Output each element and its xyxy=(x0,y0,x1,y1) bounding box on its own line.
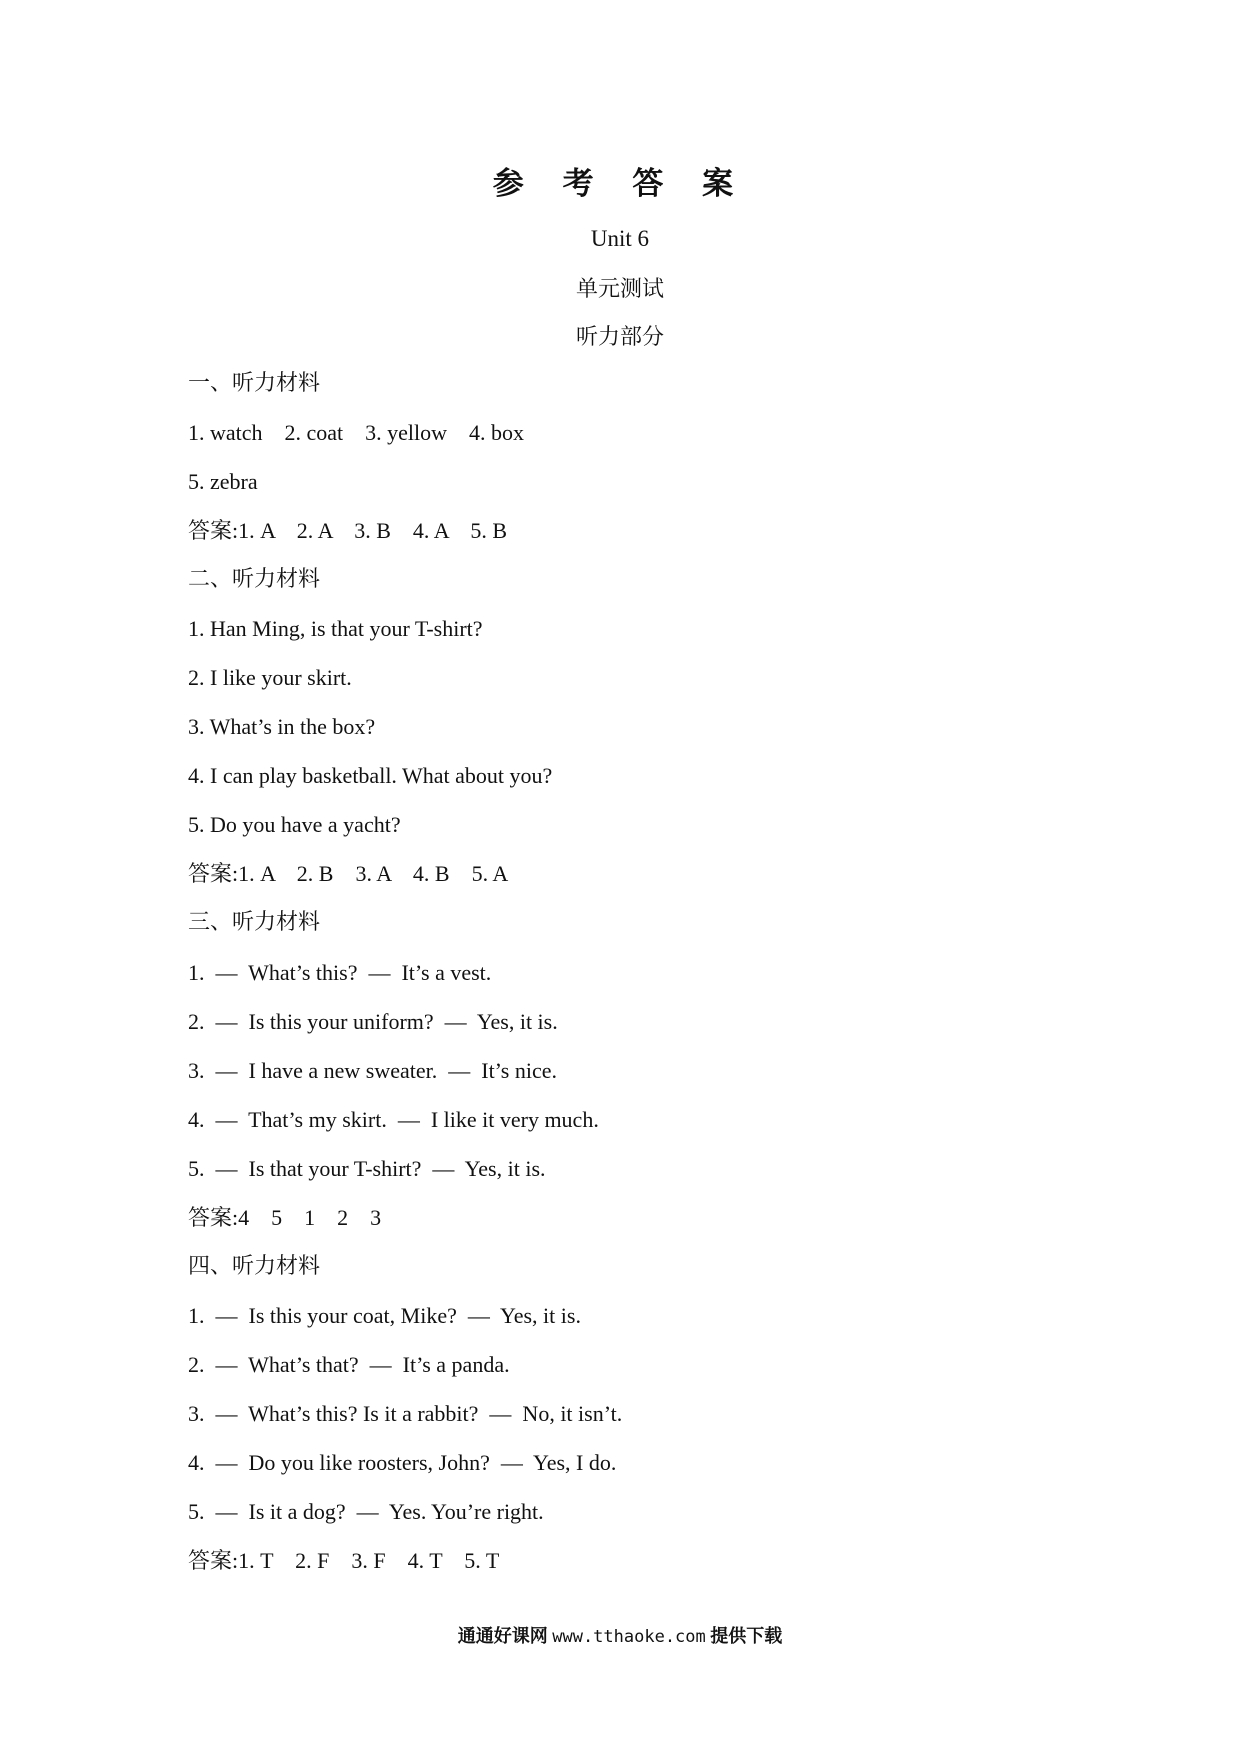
footer-brand: 通通好课网 xyxy=(457,1626,548,1647)
content-line: 5. — Is it a dog? — Yes. You’re right. xyxy=(188,1499,544,1524)
section-label: 听力部分 xyxy=(575,325,664,350)
section-heading-1: 一、听力材料 xyxy=(188,371,321,396)
answer-line-4: 答案:1. T 2. F 3. F 4. T 5. T xyxy=(188,1548,500,1573)
content-line: 3. What’s in the box? xyxy=(188,714,376,739)
section-heading-2: 二、听力材料 xyxy=(188,567,321,592)
content-line: 5. — Is that your T-shirt? — Yes, it is. xyxy=(188,1156,546,1181)
answer-line-3: 答案:4 5 1 2 3 xyxy=(188,1205,382,1230)
content-line: 1. Han Ming, is that your T-shirt? xyxy=(188,616,483,641)
test-label: 单元测试 xyxy=(575,277,664,302)
content-line: 2. — What’s that? — It’s a panda. xyxy=(188,1352,510,1377)
content-line: 4. — Do you like roosters, John? — Yes, I do. xyxy=(188,1450,617,1475)
content-line: 3. — I have a new sweater. — It’s nice. xyxy=(188,1058,557,1083)
content-line: 3. — What’s this? Is it a rabbit? — No, it isn’t. xyxy=(188,1401,623,1426)
content-line: 1. — What’s this? — It’s a vest. xyxy=(188,960,492,985)
section-heading-4: 四、听力材料 xyxy=(188,1254,321,1279)
content-line: 1. — Is this your coat, Mike? — Yes, it is. xyxy=(188,1303,581,1328)
footer-site-link[interactable]: www.tthaoke.com xyxy=(552,1627,706,1647)
page-title: 参 考 答 案 xyxy=(492,166,748,202)
page-footer xyxy=(0,1622,1240,1648)
content-line: 2. I like your skirt. xyxy=(188,665,352,690)
footer-action: 提供下载 xyxy=(710,1626,783,1647)
section-heading-3: 三、听力材料 xyxy=(188,910,321,935)
unit-label: Unit 6 xyxy=(590,226,650,251)
answer-line-1: 答案:1. A 2. A 3. B 4. A 5. B xyxy=(188,518,508,543)
content-line: 5. zebra xyxy=(188,469,258,494)
answer-line-2: 答案:1. A 2. B 3. A 4. B 5. A xyxy=(188,861,509,886)
content-line: 1. watch 2. coat 3. yellow 4. box xyxy=(188,420,525,445)
content-line: 5. Do you have a yacht? xyxy=(188,812,401,837)
content-line: 4. I can play basketball. What about you? xyxy=(188,763,553,788)
content-line: 2. — Is this your uniform? — Yes, it is. xyxy=(188,1009,558,1034)
content-line: 4. — That’s my skirt. — I like it very much. xyxy=(188,1107,599,1132)
